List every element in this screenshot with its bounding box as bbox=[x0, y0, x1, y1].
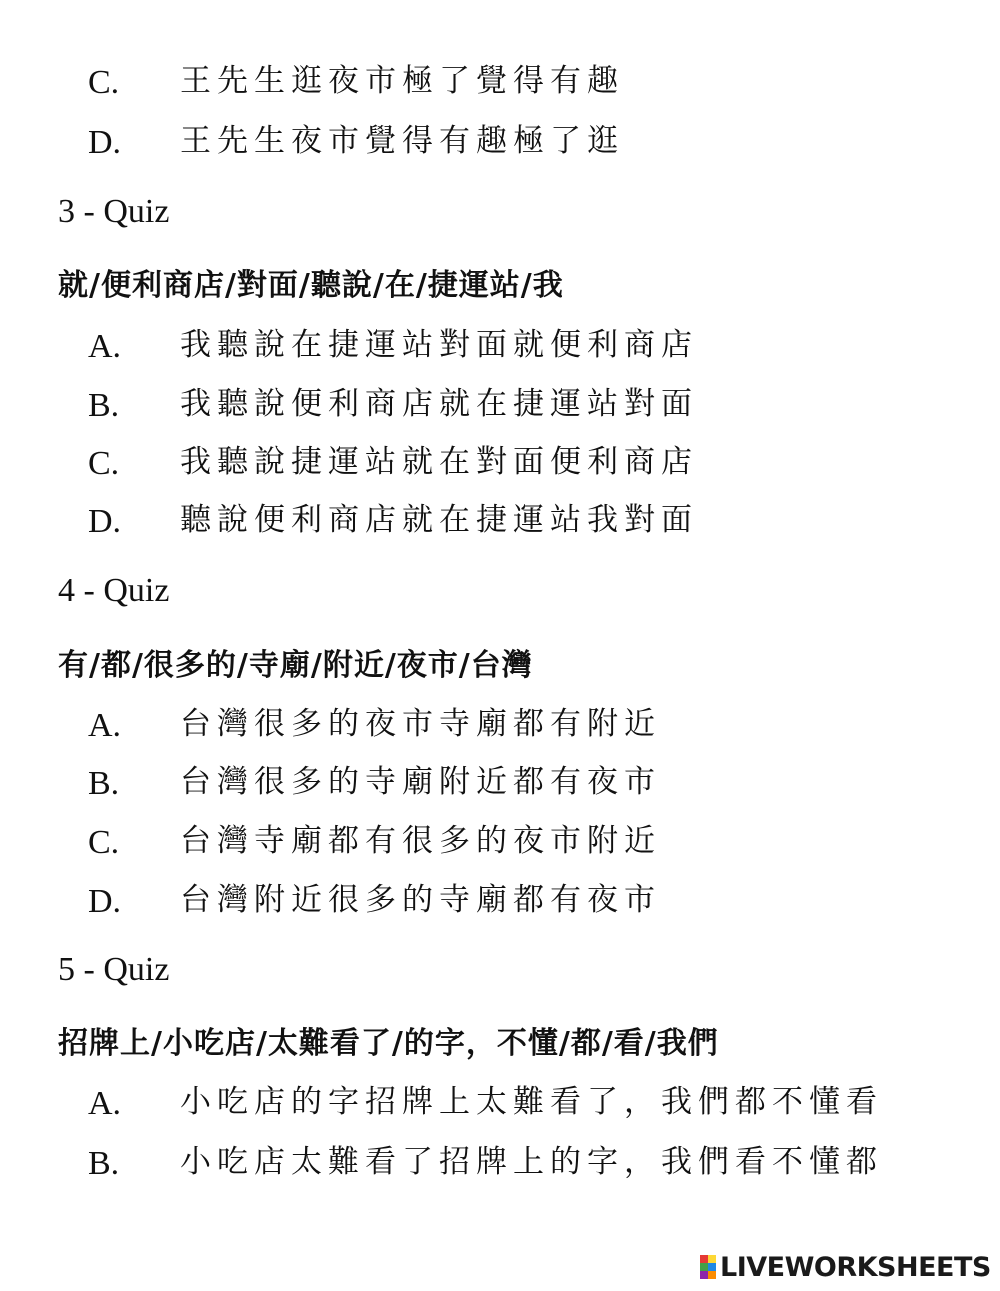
option-text: 我聽說在捷運站對面就便利商店 bbox=[180, 327, 698, 363]
option-letter: A. bbox=[88, 328, 122, 365]
option-letter: B. bbox=[88, 1145, 120, 1182]
logo-text: LIVEWORKSHEETS bbox=[720, 1251, 991, 1283]
option-text: 台灣很多的夜市寺廟都有附近 bbox=[180, 706, 661, 742]
option-letter: C. bbox=[88, 64, 120, 101]
option-text: 小吃店太難看了招牌上的字，我們看不懂都 bbox=[180, 1144, 883, 1180]
option-text: 王先生夜市覺得有趣極了逛 bbox=[180, 123, 624, 159]
liveworksheets-logo bbox=[700, 1251, 991, 1283]
quiz-heading: 3 - Quiz bbox=[58, 193, 170, 230]
logo-block bbox=[700, 1271, 708, 1279]
logo-block bbox=[708, 1271, 716, 1279]
option-letter: C. bbox=[88, 445, 120, 482]
option-letter: A. bbox=[88, 707, 122, 744]
quiz-prompt: 就/便利商店/對面/聽說/在/捷運站/我 bbox=[58, 268, 564, 303]
option-text: 台灣很多的寺廟附近都有夜市 bbox=[180, 764, 661, 800]
option-letter: D. bbox=[88, 503, 122, 540]
option-text: 台灣寺廟都有很多的夜市附近 bbox=[180, 823, 661, 859]
option-text: 王先生逛夜市極了覺得有趣 bbox=[180, 63, 624, 99]
logo-blocks-icon bbox=[700, 1255, 716, 1279]
option-text: 聽說便利商店就在捷運站我對面 bbox=[180, 502, 698, 538]
option-text: 我聽說捷運站就在對面便利商店 bbox=[180, 444, 698, 480]
option-letter: D. bbox=[88, 883, 122, 920]
quiz-heading: 4 - Quiz bbox=[58, 572, 170, 609]
logo-block bbox=[700, 1263, 708, 1271]
quiz-prompt: 有/都/很多的/寺廟/附近/夜市/台灣 bbox=[58, 648, 533, 683]
option-letter: C. bbox=[88, 824, 120, 861]
option-letter: D. bbox=[88, 124, 122, 161]
option-letter: B. bbox=[88, 765, 120, 802]
option-text: 我聽說便利商店就在捷運站對面 bbox=[180, 386, 698, 422]
logo-block bbox=[700, 1255, 708, 1263]
option-text: 台灣附近很多的寺廟都有夜市 bbox=[180, 882, 661, 918]
quiz-heading: 5 - Quiz bbox=[58, 951, 170, 988]
logo-block bbox=[708, 1255, 716, 1263]
option-letter: B. bbox=[88, 387, 120, 424]
option-text: 小吃店的字招牌上太難看了，我們都不懂看 bbox=[180, 1084, 883, 1120]
logo-block bbox=[708, 1263, 716, 1271]
option-letter: A. bbox=[88, 1085, 122, 1122]
quiz-prompt: 招牌上/小吃店/太難看了/的字，不懂/都/看/我們 bbox=[58, 1026, 719, 1061]
